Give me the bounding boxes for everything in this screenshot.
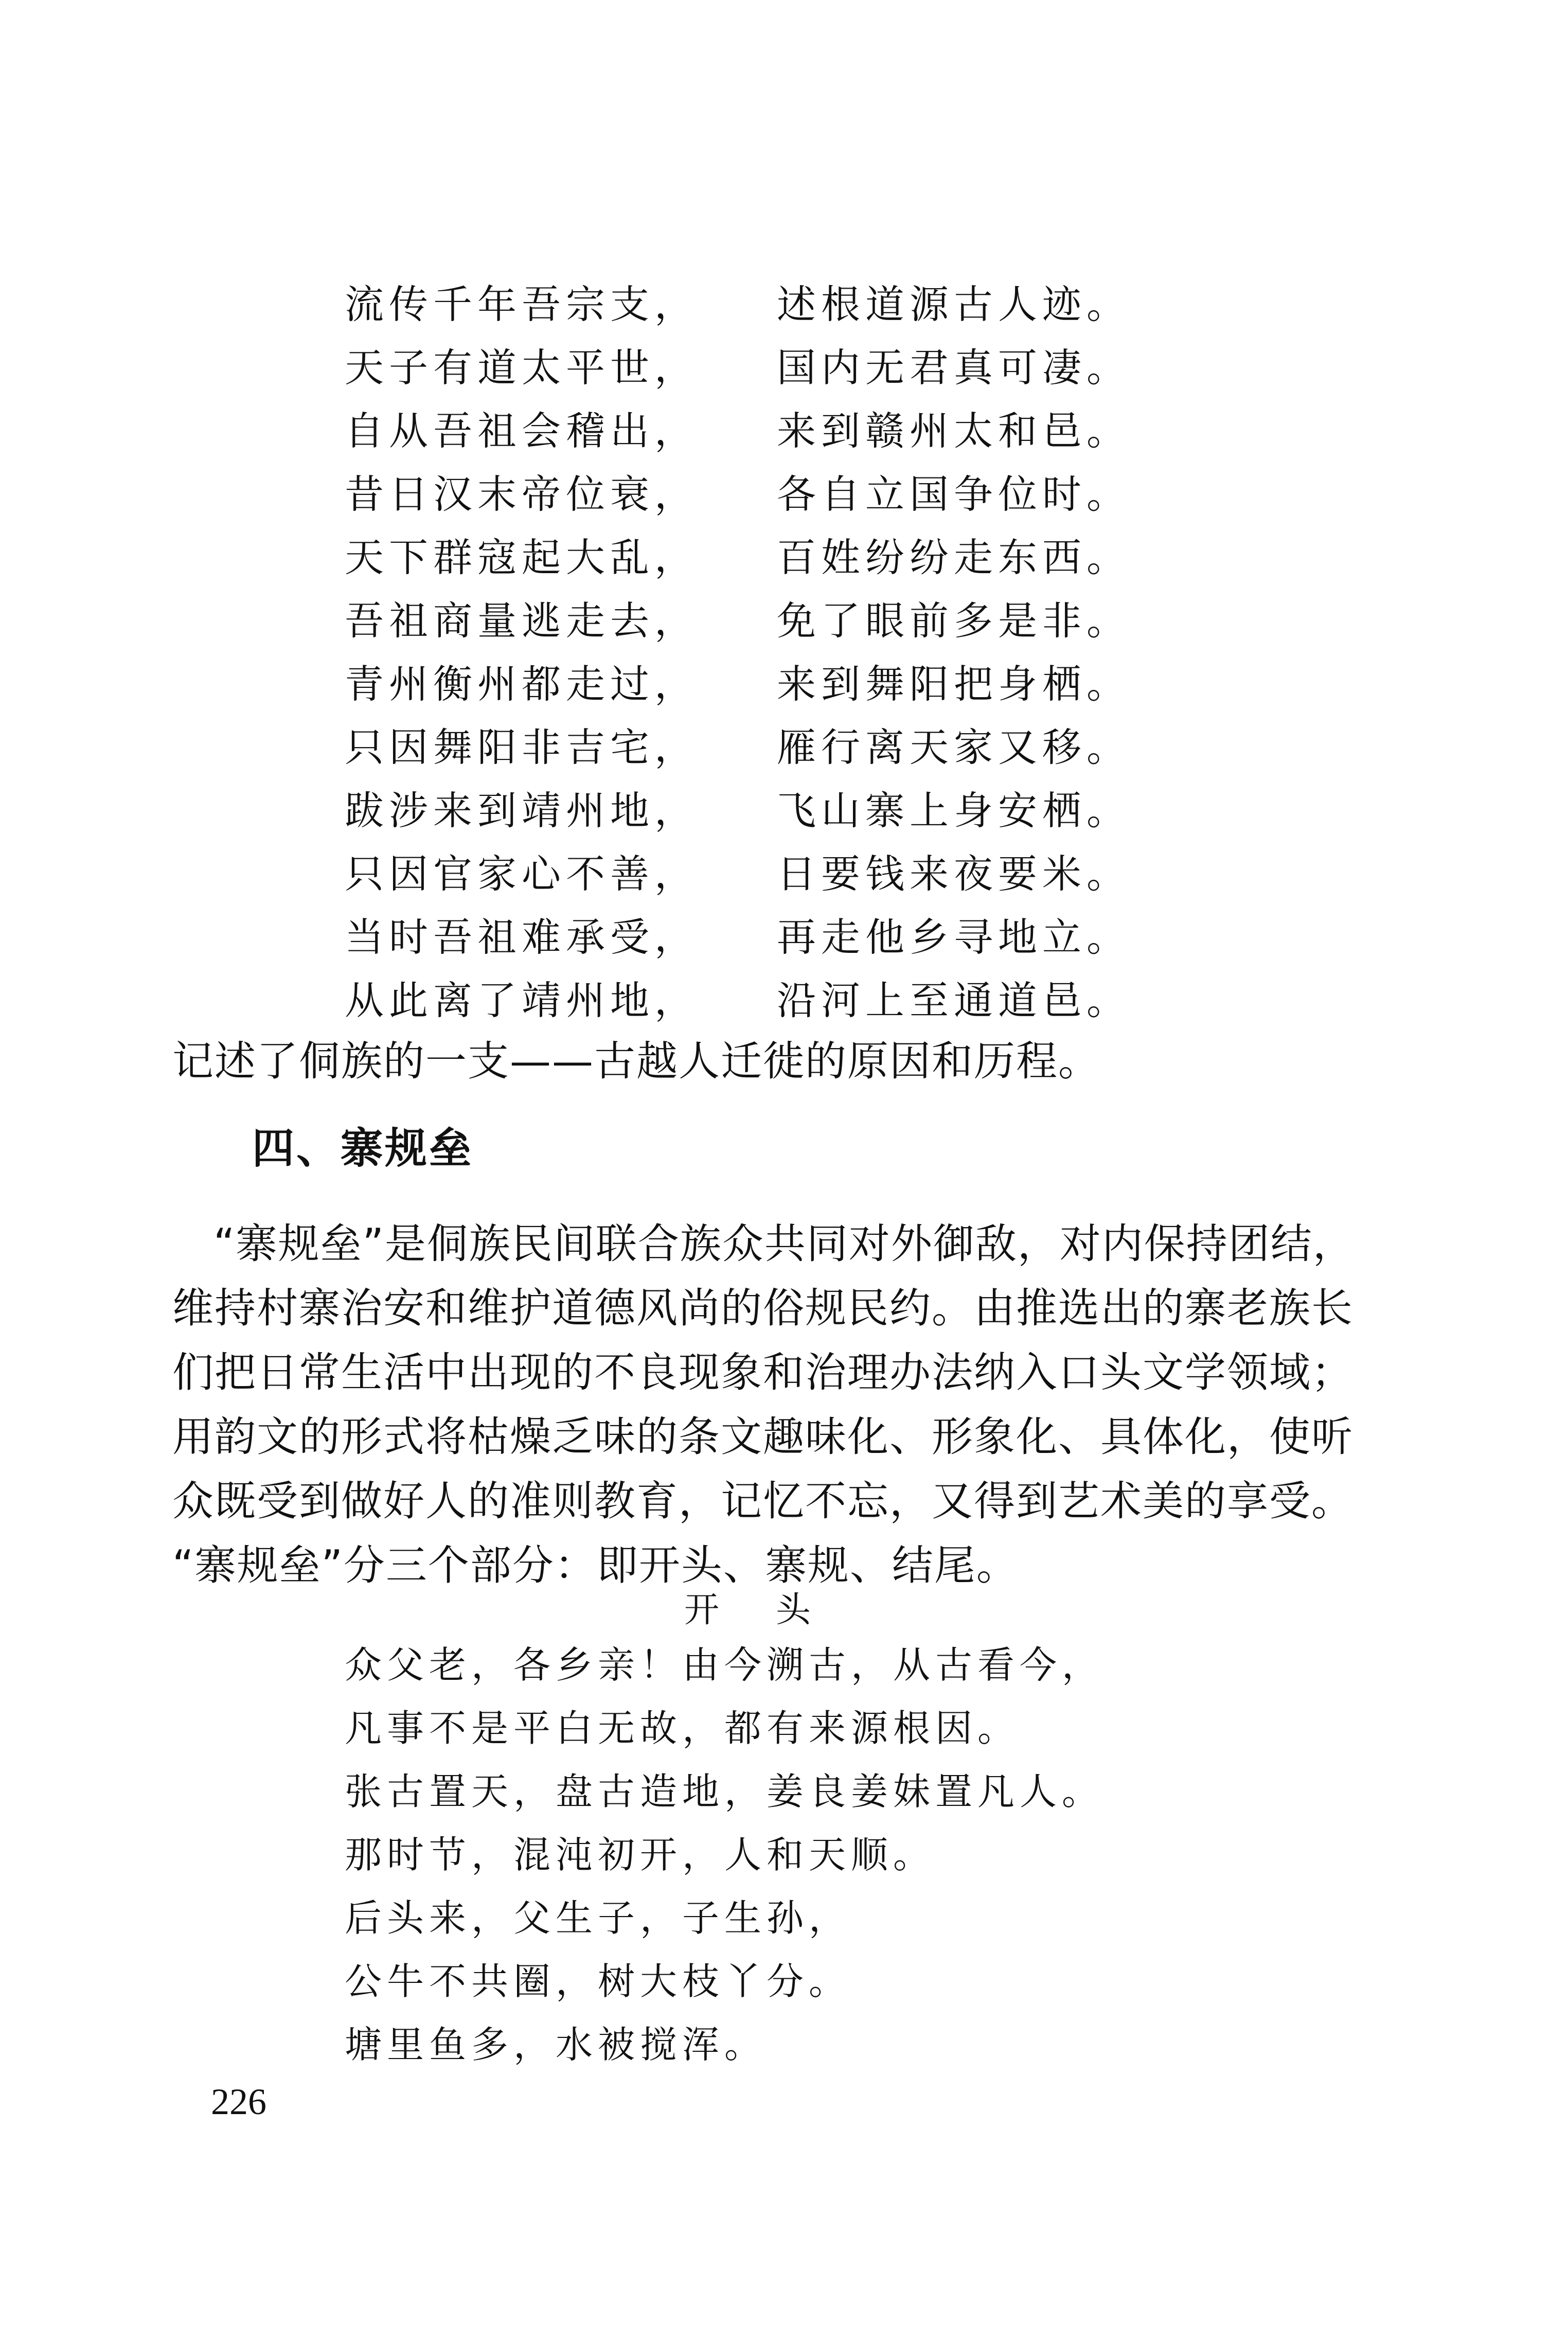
couplet-first-half: 吾祖商量逃走去，	[345, 598, 699, 644]
verse-line: 凡事不是平白无故，都有来源根因。	[345, 1707, 1020, 1750]
verse-line: 张古置天，盘古造地，姜良姜妹置凡人。	[345, 1770, 1104, 1813]
couplet-first-half: 天下群寇起大乱，	[345, 535, 699, 580]
verse-line: 塘里鱼多，水被搅浑。	[345, 2023, 767, 2066]
couplet-second-half: 免了眼前多是非。	[777, 598, 1131, 644]
couplet-second-half: 日要钱来夜要米。	[777, 851, 1131, 897]
page-number: 226	[211, 2081, 266, 2122]
couplet-second-half: 沿河上至通道邑。	[777, 978, 1131, 1023]
couplet-second-half: 百姓纷纷走东西。	[777, 535, 1131, 580]
couplet-line	[345, 716, 1322, 779]
couplet-second-half: 雁行离天家又移。	[777, 724, 1131, 770]
couplet-line	[345, 463, 1322, 526]
couplet-second-half: 述根道源古人迹。	[777, 281, 1131, 327]
couplet-second-half: 国内无君真可凄。	[777, 345, 1131, 391]
body-paragraph	[172, 1212, 1381, 1598]
couplet-second-half: 各自立国争位时。	[777, 471, 1131, 517]
couplet-first-half: 自从吾祖会稽出，	[345, 408, 699, 454]
paragraph-line: 维持村寨治安和维护道德风尚的俗规民约。由推选出的寨老族长	[172, 1284, 1353, 1332]
couplet-first-half: 昔日汉末帝位衰，	[345, 471, 699, 517]
couplet-first-half: 当时吾祖难承受，	[345, 914, 699, 960]
paragraph-line: 用韵文的形式将枯燥乏味的条文趣味化、形象化、具体化，使听	[172, 1413, 1353, 1461]
couplet-first-half: 流传千年吾宗支，	[345, 281, 699, 327]
paragraph-line: 们把日常生活中出现的不良现象和治理办法纳入口头文学领域；	[172, 1349, 1353, 1396]
couplet-first-half: 青州衡州都走过，	[345, 661, 699, 707]
couplet-line	[345, 969, 1322, 1032]
couplet-first-half: 天子有道太平世，	[345, 345, 699, 391]
couplet-line	[345, 842, 1322, 906]
verse-subheading: 开头	[684, 1590, 868, 1630]
summary-sentence: 记述了侗族的一支——古越人迁徙的原因和历程。	[172, 1037, 1100, 1085]
couplet-poem	[345, 273, 1322, 1032]
couplet-second-half: 来到赣州太和邑。	[777, 408, 1131, 454]
couplet-line	[345, 526, 1322, 589]
verse-line: 后头来，父生子，子生孙，	[345, 1896, 851, 1940]
couplet-second-half: 再走他乡寻地立。	[777, 914, 1131, 960]
paragraph-line: “寨规垒”分三个部分：即开头、寨规、结尾。	[172, 1541, 1019, 1589]
couplet-first-half: 跋涉来到靖州地，	[345, 788, 699, 833]
couplet-line	[345, 906, 1322, 969]
couplet-first-half: 从此离了靖州地，	[345, 978, 699, 1023]
couplet-second-half: 飞山寨上身安栖。	[777, 788, 1131, 833]
couplet-line	[345, 399, 1322, 463]
couplet-first-half: 只因舞阳非吉宅，	[345, 724, 699, 770]
couplet-line	[345, 779, 1322, 842]
paragraph-line: 众既受到做好人的准则教育，记忆不忘，又得到艺术美的享受。	[172, 1477, 1353, 1525]
couplet-first-half: 只因官家心不善，	[345, 851, 699, 897]
verse-line: 那时节，混沌初开，人和天顺。	[345, 1833, 936, 1876]
verse-block	[345, 1634, 1374, 2077]
paragraph-line: “寨规垒”是侗族民间联合族众共同对外御敌，对内保持团结，	[213, 1220, 1355, 1268]
couplet-line	[345, 336, 1322, 399]
verse-line: 公牛不共圈，树大枝丫分。	[345, 1960, 851, 2003]
couplet-line	[345, 652, 1322, 716]
couplet-line	[345, 273, 1322, 336]
verse-line: 众父老，各乡亲！由今溯古，从古看今，	[345, 1643, 1104, 1687]
section-heading: 四、寨规垒	[252, 1124, 474, 1173]
couplet-line	[345, 589, 1322, 652]
couplet-second-half: 来到舞阳把身栖。	[777, 661, 1131, 707]
